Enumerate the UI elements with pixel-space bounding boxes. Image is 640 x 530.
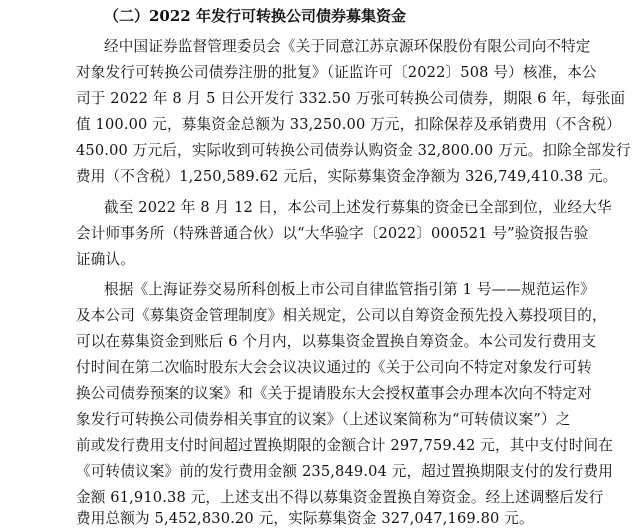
paragraph-3-line-4: 付时间在第二次临时股东大会会议决议通过的《关于公司向不特定对象发行可转 — [76, 359, 593, 376]
paragraph-1-line-4: 值 100.00 元，募集资金总额为 33,250.00 万元，扣除保荐及承销费用（不含税） — [76, 116, 621, 133]
paragraph-3-line-5: 换公司债券预案的议案》和《关于提请股东大会授权董事会办理本次向不特定对 — [76, 385, 593, 402]
paragraph-3-line-7: 前或发行费用支付时间超过置换期限的金额合计 297,759.42 元，其中支付时间在 — [76, 437, 613, 454]
section-heading: （二）2022 年发行可转换公司债券募集资金 — [104, 7, 406, 25]
paragraph-3-line-2: 及本公司《募集资金管理制度》相关规定，公司以自筹资金预先投入募投项目的， — [76, 307, 607, 324]
paragraph-3-line-3: 可以在募集资金到账后 6 个月内，以募集资金置换自筹资金。本公司发行费用支 — [76, 333, 597, 350]
paragraph-3-line-1: 根据《上海证券交易所科创板上市公司自律监管指引第 1 号——规范运作》 — [104, 281, 595, 298]
paragraph-2-line-3: 证确认。 — [76, 251, 135, 268]
paragraph-3-line-10: 费用总额为 5,452,830.20 元，实际募集资金 327,047,169.80 元。 — [76, 510, 534, 527]
paragraph-1-line-6: 费用（不含税）1,250,589.62 元后，实际募集资金净额为 326,749,410.38 元。 — [76, 168, 618, 185]
paragraph-3-line-9: 金额 61,910.38 元，上述支出不得以募集资金置换自筹资金。经上述调整后发行 — [76, 489, 604, 506]
paragraph-2-line-1: 截至 2022 年 8 月 12 日，本公司上述发行募集的资金已全部到位，业经大华 — [104, 199, 612, 216]
paragraph-1-line-1: 经中国证券监督管理委员会《关于同意江苏京源环保股份有限公司向不特定 — [104, 38, 591, 55]
paragraph-3-line-8: 《可转债议案》前的发行费用金额 235,849.04 元，超过置换期限支付的发行费用 — [76, 463, 613, 480]
paragraph-3-line-6: 象发行可转换公司债券相关事宜的议案》（上述议案简称为“可转债议案”）之 — [76, 411, 571, 428]
paragraph-1-line-2: 对象发行可转换公司债券注册的批复》（证监许可〔2022〕508 号）核准，本公 — [76, 64, 597, 81]
paragraph-1-line-5: 450.00 万元后，实际收到可转换公司债券认购资金 32,800.00 万元。扣除全部发行 — [76, 142, 631, 159]
paragraph-2-line-2: 会计师事务所（特殊普通合伙）以“大华验字〔2022〕000521 号”验资报告验 — [76, 225, 589, 242]
paragraph-1-line-3: 司于 2022 年 8 月 5 日公开发行 332.50 万张可转换公司债券，期限 6 年，每张面 — [76, 90, 626, 107]
